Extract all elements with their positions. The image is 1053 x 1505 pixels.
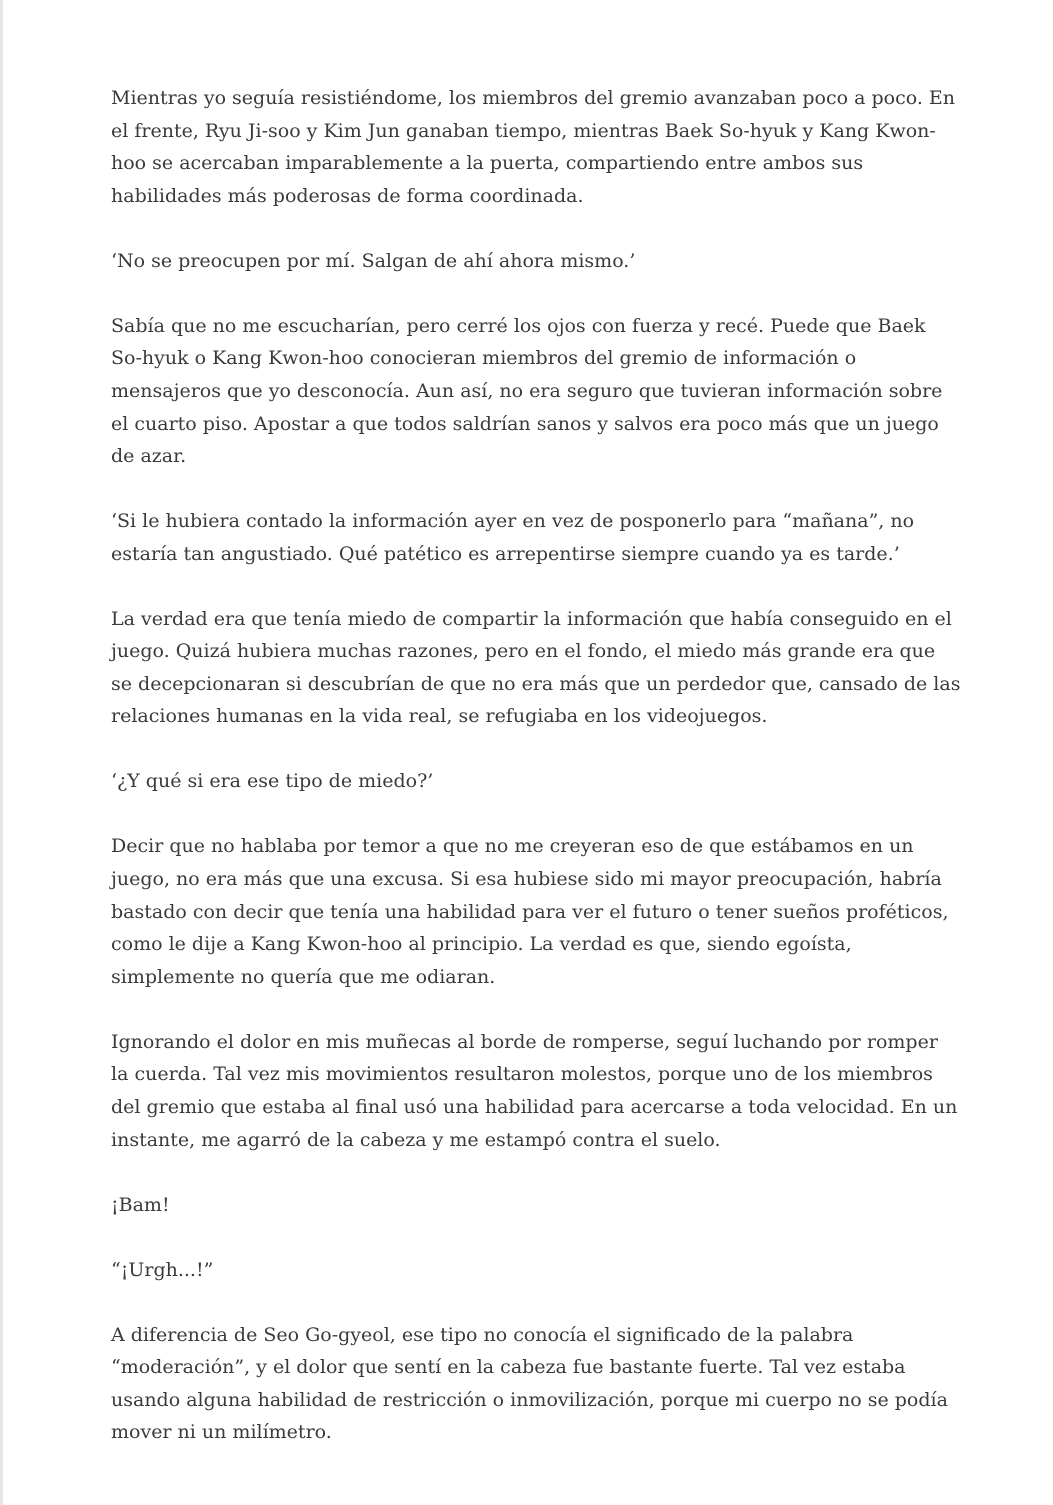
paragraph: Mientras yo seguía resistiéndome, los miembros del gremio avanzaban poco a poco. En el frente, Ryu Ji-soo y Kim Jun ganaban tiempo, mientras Baek So-hyuk y Kang Kwon-hoo se acercaban imparablemente a la puerta, compartiendo entre ambos sus habilidades más poderosas de forma coordinada.: [111, 87, 956, 207]
paragraph: A diferencia de Seo Go-gyeol, ese tipo no conocía el significado de la palabra “moderación”, y el dolor que sentí en la cabeza fue bastante fuerte. Tal vez estaba usando alguna habilidad de restricción o inmovilización, porque mi cuerpo no se podía mover ni un milímetro.: [111, 1323, 948, 1444]
paragraph: ‘¿Y qué si era ese tipo de miedo?’: [111, 770, 434, 793]
paragraph: ¡Bam!: [111, 1193, 170, 1216]
paragraph: Ignorando el dolor en mis muñecas al borde de romperse, seguí luchando por romper la cuerda. Tal vez mis movimientos resultaron molestos, porque uno de los miembros del gremio que estaba al final usó una habilidad para acercarse a toda velocidad. En un instante, me agarró de la cabeza y me estampó contra el suelo.: [111, 1030, 958, 1151]
paragraph: La verdad era que tenía miedo de compartir la información que había conseguido en el juego. Quizá hubiera muchas razones, pero en el fondo, el miedo más grande era que se decepcionaran si descubrían de que no era más que un perdedor que, cansado de las relaciones humanas en la vida real, se refugiaba en los videojuegos.: [111, 607, 961, 728]
paragraph: ‘Si le hubiera contado la información ayer en vez de posponerlo para “mañana”, no estaría tan angustiado. Qué patético es arrepentirse siempre cuando ya es tarde.’: [111, 510, 915, 565]
document-body: [111, 82, 961, 1481]
paragraph: “¡Urgh...!”: [111, 1258, 214, 1281]
paragraph: ‘No se preocupen por mí. Salgan de ahí ahora mismo.’: [111, 249, 636, 272]
paragraph: Sabía que no me escucharían, pero cerré los ojos con fuerza y recé. Puede que Baek So-hyuk o Kang Kwon-hoo conocieran miembros del gremio de información o mensajeros que yo desconocía. Aun así, no era seguro que tuvieran información sobre el cuarto piso. Apostar a que todos saldrían sanos y salvos era poco más que un juego de azar.: [111, 314, 943, 468]
paragraph: Decir que no hablaba por temor a que no me creyeran eso de que estábamos en un juego, no era más que una excusa. Si esa hubiese sido mi mayor preocupación, habría bastado con decir que tenía una habilidad para ver el futuro o tener sueños proféticos, como le dije a Kang Kwon-hoo al principio. La verdad es que, siendo egoísta, simplemente no quería que me odiaran.: [111, 835, 949, 988]
